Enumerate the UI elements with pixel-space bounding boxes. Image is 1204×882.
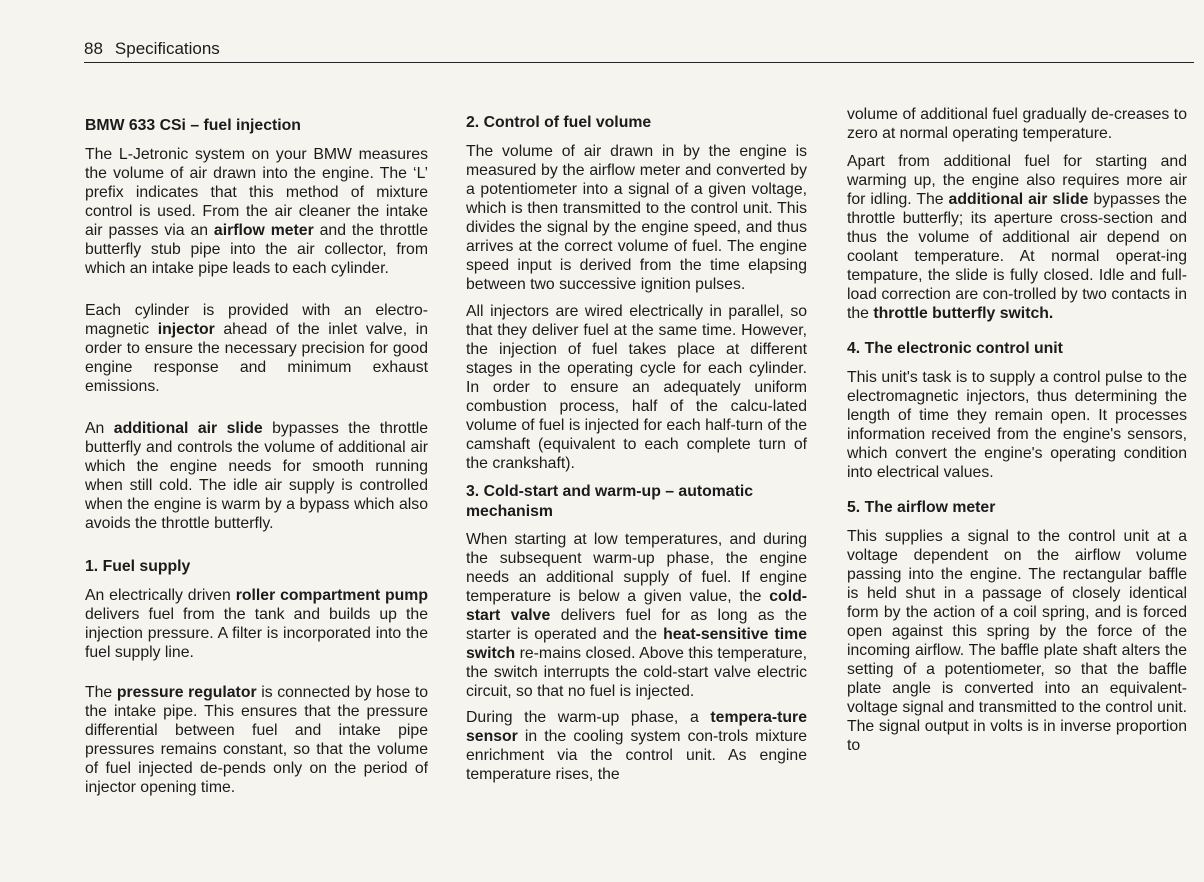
paragraph — [85, 301, 428, 396]
paragraph — [466, 708, 807, 784]
term: throttle butterfly switch. — [873, 305, 1054, 322]
text: bypasses the throttle butterfly; its aperture cross-section and thus the volume of additional air depend on coolant temperature. At normal operat-ing tempature, the slide is fully closed. Idle and full-load correction are con-trolled by two contacts in the — [847, 191, 1188, 322]
section-heading: 4. The electronic control unit — [847, 340, 1063, 357]
term: additional air slide — [948, 191, 1089, 208]
text: bypasses the throttle butterfly and controls the volume of additional air which the engine needs for smooth running when still cold. The idle air supply is controlled when the engine is warm by a bypass which also avoids the throttle butterfly. — [85, 420, 429, 532]
text: The — [85, 684, 113, 701]
article-title: BMW 633 CSi – fuel injection — [85, 117, 301, 134]
column-right — [847, 105, 1187, 755]
paragraph — [85, 586, 428, 662]
text: Apart from additional fuel for starting and warming up, the engine also requires more air for idling. The — [847, 153, 1187, 208]
section-heading: 3. Cold-start and warm-up – automatic mechanism — [466, 483, 754, 520]
paragraph — [847, 152, 1187, 323]
term: airflow meter — [213, 222, 314, 239]
paragraph: The volume of air drawn in by the engine is measured by the airflow meter and converted by a potentiometer into a signal of a given voltage, which is then transmitted to the control unit. This divides the signal by the engine speed, and thus arrives at the correct volume of fuel. The engine speed input is derived from the time elapsing between two successive ignition pulses. — [466, 143, 807, 293]
term: heat-sensitive time switch — [466, 626, 807, 662]
column-middle — [466, 110, 807, 784]
paragraph — [85, 683, 428, 797]
term: roller compartment pump — [235, 587, 428, 604]
term: injector — [157, 321, 215, 338]
term: tempera-ture sensor — [466, 709, 807, 745]
text: During the warm-up phase, a — [466, 709, 699, 726]
paragraph: All injectors are wired electrically in parallel, so that they deliver fuel at the same time. However, the injection of fuel takes place at different stages in the operating cycle for each cylinder. In order to ensure an adequately uniform combustion process, half of the calcu-lated volume of fuel is injected for each half-turn of the camshaft (equivalent to each complete turn of the crankshaft). — [466, 303, 807, 472]
text: delivers fuel for as long as the starter is operated and the — [466, 607, 807, 643]
term: additional air slide — [113, 420, 263, 437]
section-title: Specifications — [114, 39, 220, 58]
text: in the cooling system con-trols mixture enrichment via the control unit. As engine temperature rises, the — [466, 728, 808, 783]
column-left — [85, 110, 428, 797]
paragraph: This supplies a signal to the control unit at a voltage dependent on the airflow volume passing into the engine. The rectangular baffle is held shut in a passage of closely identical form by the action of a coil spring, and is forced open against this spring by the force of the incoming airflow. The baffle plate shaft alters the setting of a potentiometer, so that the baffle plate angle is converted into an equivalent-voltage signal and transmitted to the control unit. The signal output in volts is in inverse proportion to — [847, 528, 1187, 754]
paragraph — [466, 530, 807, 701]
term: cold-start valve — [466, 588, 807, 624]
text: delivers fuel from the tank and builds up the injection pressure. A filter is incorporated into the fuel supply line. — [85, 606, 428, 661]
page-number: 88 — [84, 39, 103, 58]
text: re-mains closed. Above this temperature, the switch interrupts the cold-start valve electric circuit, so that no fuel is injected. — [466, 645, 807, 700]
text: is connected by hose to the intake pipe. This ensures that the pressure differential between fuel and intake pipe pressures remains constant, so that the volume of fuel injected de-pends only on the period of injector opening time. — [85, 684, 428, 796]
section-heading: 1. Fuel supply — [85, 558, 191, 575]
text: Each cylinder is provided with an electro-magnetic — [85, 302, 428, 338]
text: ahead of the inlet valve, in order to ensure the necessary precision for good engine response and minimum exhaust emissions. — [85, 321, 429, 395]
page-header — [84, 38, 1194, 63]
column-right-clip — [847, 105, 1204, 882]
paragraph — [85, 145, 428, 278]
text: An electrically driven — [85, 587, 231, 604]
term: pressure regulator — [116, 684, 257, 701]
section-heading: 5. The airflow meter — [847, 499, 996, 516]
paragraph: volume of additional fuel gradually de-creases to zero at normal operating temperature. — [847, 106, 1187, 142]
text: The L-Jetronic system on your BMW measures the volume of air drawn into the engine. The ‘L’ prefix indicates that this method of mixture control is used. From the air cleaner the intake air passes via an — [85, 146, 428, 239]
text: An — [85, 420, 105, 437]
text: and the throttle butterfly stub pipe into the air collector, from which an intake pipe leads to each cylinder. — [85, 222, 429, 277]
paragraph — [85, 419, 428, 533]
section-heading: 2. Control of fuel volume — [466, 114, 652, 131]
text: When starting at low temperatures, and during the subsequent warm-up phase, the engine needs an additional supply of fuel. If engine temperature is below a given value, the — [466, 531, 807, 605]
paragraph: This unit's task is to supply a control pulse to the electromagnetic injectors, thus determining the length of time they remain open. It processes information received from the engine's sensors, which convert the engine's operating condition into electrical values. — [847, 369, 1187, 481]
